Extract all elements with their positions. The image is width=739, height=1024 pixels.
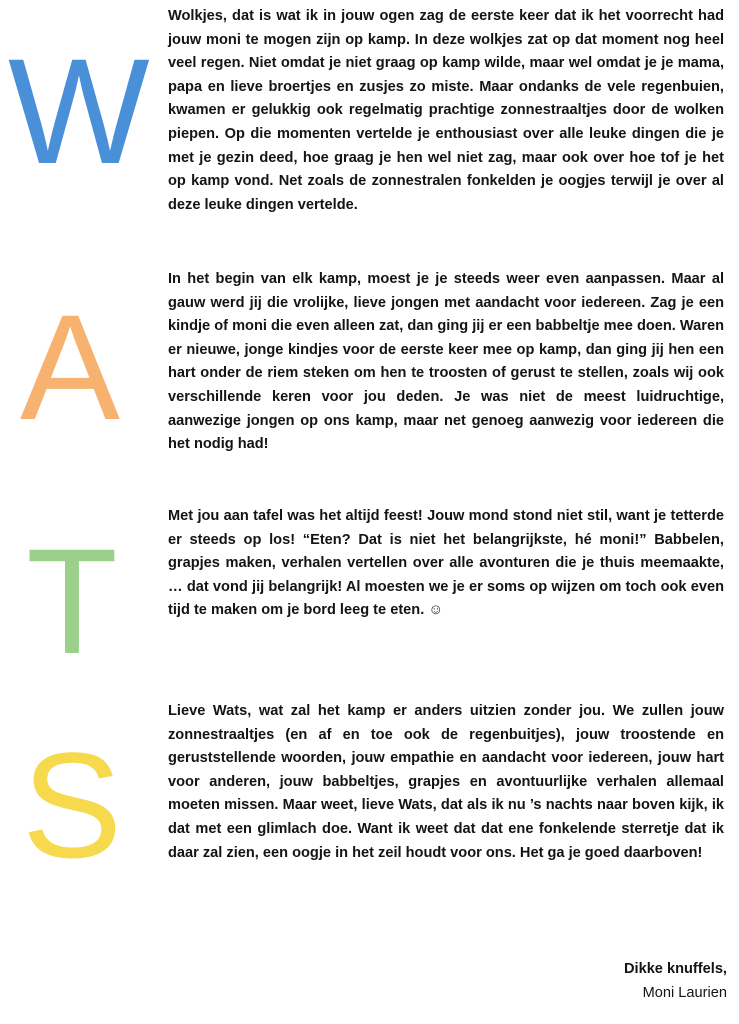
initial-letter-a: A xyxy=(19,283,121,451)
initial-letter-t: T xyxy=(26,517,118,685)
paragraph-wolkjes: Wolkjes, dat is wat ik in jouw ogen zag de eerste keer dat ik het voorrecht had jouw moni te mogen zijn op kamp. In deze wolkjes zat op dat moment nog heel veel regen. Niet omdat je niet graag op kamp wilde, maar wel omdat je je mama, papa en lieve broertjes en zusjes zo miste. Maar ondanks de vele regenbuien, kwamen er gelukkig ook regelmatig prachtige zonnestraaltjes door de wolken piepen. Op die momenten vertelde je enthousiast over alle leuke dingen die je met je gezin deed, hoe graag je hen wel niet zag, maar ook over hoe tof je het op kamp vond. Net zoals de zonnestralen fonkelden je oogjes terwijl je over al deze leuke dingen vertelde. xyxy=(168,8,724,213)
paragraph-aanpassen: In het begin van elk kamp, moest je je steeds weer even aanpassen. Maar al gauw werd jij die vrolijke, lieve jongen met aandacht voor iedereen. Zag je een kindje of moni die even alleen zat, dan ging jij er een babbeltje mee doen. Waren er nieuwe, jonge kindjes voor de eerste keer mee op kamp, dan ging jij hen een hart onder de riem steken om hen te troosten of gerust te stellen, zoals wij ook verschillende keren voor jou deden. Je was niet de meest luidruchtige, aanwezige jongen op ons kamp, maar net genoeg aanwezig voor iedereen die het nodig had! xyxy=(168,271,724,453)
signoff-greeting: Dikke knuffels, xyxy=(623,961,727,977)
initial-letter-w: W xyxy=(8,27,150,195)
signoff xyxy=(624,958,727,1005)
signoff-author: Moni Laurien xyxy=(642,984,727,1001)
initial-letter-s: S xyxy=(21,721,123,889)
paragraph-tafel: Met jou aan tafel was het altijd feest! Jouw mond stond niet stil, want je tetterde er steeds op los! “Eten? Dat is niet het belangrijkste, hé moni!” Babbelen, grapjes maken, verhalen vertellen over alle avonturen die je thuis meemaakte, … dat vond jij belangrijk! Al moesten we je er soms op wijzen om toch ook even tijd te maken om je bord leeg te eten. ☺ xyxy=(168,508,724,619)
paragraph-sterretje: Lieve Wats, wat zal het kamp er anders uitzien zonder jou. We zullen jouw zonnestraaltjes (en af en toe ook de regenbuitjes), jouw troostende en geruststellende woorden, jouw empathie en aandacht voor iedereen, jouw hart voor anderen, jouw babbeltjes, grapjes en avontuurlijke verhalen allemaal moeten missen. Maar weet, lieve Wats, dat als ik nu ’s nachts naar boven kijk, ik dat met een glimlach doe. Want ik weet dat dat ene fonkelende sterretje dat ik daar zal zien, een oogje in het zeil houdt voor ons. Het ga je goed daarboven! xyxy=(168,703,724,861)
